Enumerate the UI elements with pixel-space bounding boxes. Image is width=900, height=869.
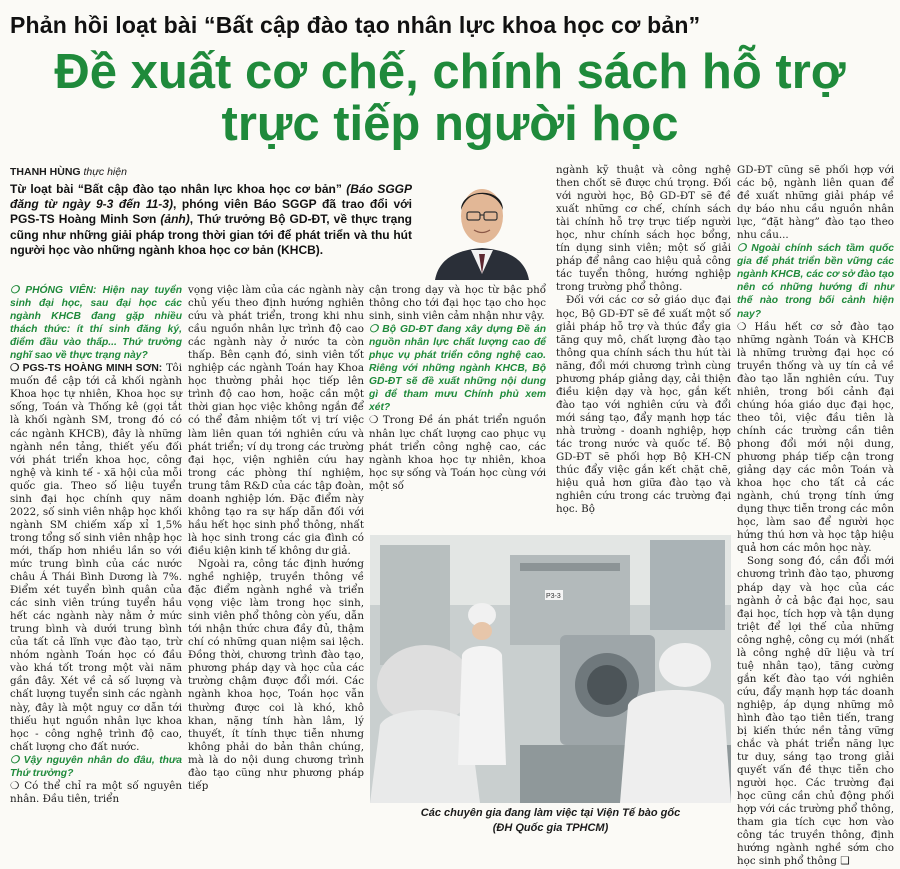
- question-2: ❍ Vậy nguyên nhân do đâu, thưa Thứ trưởng?: [10, 754, 182, 779]
- lead-part-1: Từ loạt bài “Bất cập đào tạo nhân lực khoa học cơ bản”: [10, 182, 347, 196]
- column-3-paragraph-1: cận trong dạy và học từ bậc phổ thông cho tới đại học tạo cho học sinh, sinh viên cảm nhận như vậy.: [369, 284, 546, 323]
- column-2: [188, 284, 364, 840]
- column-2-paragraph-1: vọng việc làm của các ngành này chủ yếu theo định hướng nghiên cứu và phát triển, trong khi nhu cầu nguồn nhân lực trình độ cao các ngành này ở nước ta còn thấp. Bên cạnh đó, sinh viên tốt nghiệp các ngành Toán hay Khoa học thường phải học tiếp lên trình độ cao hơn, hoặc cần một thời gian học việc không ngắn để có thể đảm nhiệm tốt vị trí việc làm liên quan tới nghiên cứu và phát triển; ví dụ trong các trường đại học, viện nghiên cứu hay trong các phòng thí nghiệm, trung tâm R&D của các tập đoàn, doanh nghiệp lớn. Đặc điểm này không tạo ra sự hấp dẫn đối với hầu hết học sinh phổ thông, nhất là học sinh trong các gia đình có điều kiện kinh tế không dư giả.: [188, 284, 364, 557]
- author-role: thực hiện: [83, 166, 127, 178]
- column-4-paragraph-2: Đối với các cơ sở giáo dục đại học, Bộ GD-ĐT sẽ đề xuất một số giải pháp hỗ trợ và thúc đẩy gia tăng quy mô, chất lượng đào tạo thông qua chính sách thu hút tài năng, đổi mới chương trình cùng phương pháp giảng dạy, cải thiện điều kiện dạy và học, gắn kết đào tạo với nghiên cứu và đổi mới sáng tạo, đẩy mạnh hợp tác nhà trường - doanh nghiệp, hợp tác trong nước và quốc tế. Bộ GD-ĐT sẽ phối hợp Bộ KH-CN thúc đẩy việc gắn kết chặt chẽ, hiệu quả hơn giữa đào tạo và nghiên cứu trong các trường đại học. Bộ: [556, 294, 731, 516]
- author-name: THANH HÙNG: [10, 166, 81, 178]
- answer-1-label: ❍ PGS-TS HOÀNG MINH SƠN:: [10, 363, 163, 375]
- column-4: [556, 164, 731, 534]
- answer-4: ❍ Hầu hết cơ sở đào tạo những ngành Toán và KHCB là những trường đại học có truyền thống và uy tín cả về đào tạo lẫn nghiên cứu. Tuy nhiên, trong bối cảnh đại chúng hóa giáo dục đại học, theo tôi, việc đầu tiên là chính các trường cần tiên phong đổi mới nội dung, phương pháp tiếp cận trong giảng dạy các môn Toán và khoa học cho tất cả các ngành, chú trọng tính ứng dụng thực tiễn trong các môn học, làm sao để người học hứng thú hơn và học tập hiệu quả hơn các môn học này.: [737, 320, 894, 555]
- lab-photo: [370, 535, 731, 803]
- headline: [0, 46, 900, 150]
- answer-2-start: ❍ Có thể chỉ ra một số nguyên nhân. Đầu tiên, triển: [10, 779, 182, 805]
- headline-line-1: Đề xuất cơ chế, chính sách hỗ trợ: [54, 45, 846, 99]
- question-1: ❍ PHÓNG VIÊN: Hiện nay tuyển sinh đại học, sau đại học các ngành KHCB đang gặp nhiều thách thức: ít thí sinh đăng ký, điểm đầu vào thấp... Thứ trưởng nghĩ sao về thực trạng này?: [10, 285, 182, 362]
- column-2-paragraph-2: Ngoài ra, công tác định hướng nghề nghiệp, truyền thông về đặc điểm ngành nghề và triển vọng việc làm trong học sinh, sinh viên phổ thông còn yếu, dẫn tới nhận thức chưa đầy đủ, thậm chí có những quan niệm sai lệch. Đồng thời, chương trình đào tạo, phương pháp dạy và học của các trường chậm được đổi mới. Các ngành khoa học, Toán học vẫn thường được coi là khó, khô khan, nặng tính hàn lâm, lý thuyết, ít tính thực tiễn nhưng không phải do bản thân chúng, mà là do nội dung chương trình đào tạo cũng như phương pháp tiếp: [188, 557, 364, 792]
- answer-1: [10, 362, 182, 753]
- caption-line-2: (ĐH Quốc gia TPHCM): [492, 822, 609, 834]
- column-3: [369, 284, 546, 534]
- answer-1-text: Tôi muốn đề cập tới cả khối ngành Khoa học tự nhiên, Khoa học sự sống, Toán và Thống kê (gọi tắt là khối ngành SM, trong đó có các ngành KHCB), đây là những ngành nền tảng, thiết yếu đối với phát triển khoa học, công nghệ và kinh tế - xã hội của mỗi quốc gia. Theo số liệu tuyển sinh đại học chính quy năm 2022, số sinh viên nhập học khối ngành SM chiếm xấp xỉ 1,5% trong tổng số sinh viên nhập học mới, thấp hơn nhiều lần so với mức trung bình của các nước châu Á Thái Bình Dương là 7%. Điểm xét tuyển bình quân của các sinh viên trúng tuyển hầu hết các ngành này nằm ở mức trung bình và dưới trung bình của tất cả lĩnh vực đào tạo, trừ nhóm ngành Toán học có đầu vào khá tốt trong một vài năm gần đây. Xét về cả số lượng và chất lượng tuyển sinh các ngành này, đây là một nguy cơ dẫn tới thiếu hụt nguồn nhân lực khoa học - công nghệ trình độ cao, chất lượng cho đất nước.: [10, 362, 182, 753]
- lead-paragraph: [10, 182, 412, 258]
- photo-label: P3-3: [546, 593, 561, 600]
- photo-caption: [370, 806, 731, 836]
- column-1: [10, 284, 182, 840]
- question-4: ❍ Ngoài chính sách tầm quốc gia để phát triển bền vững các ngành KHCB, các cơ sở đào tạo nên có những hướng đi như thế nào trong bối cảnh hiện nay?: [737, 243, 894, 320]
- portrait-photo: [413, 170, 551, 280]
- column-5: [737, 164, 894, 868]
- caption-line-1: Các chuyên gia đang làm việc tại Viện Tế bào gốc: [420, 807, 681, 819]
- answer-3-start: ❍ Trong Đề án phát triển nguồn nhân lực chất lượng cao phục vụ phát triển công nghệ cao, các ngành khoa học tự nhiên, khoa học sự sống và Toán học cùng với một số: [369, 414, 546, 492]
- headline-line-2: trực tiếp người học: [221, 97, 679, 151]
- lead-part-4: (ảnh): [160, 212, 190, 227]
- column-4-paragraph-1: ngành kỹ thuật và công nghệ then chốt sẽ được chú trọng. Đối với người học, Bộ GD-ĐT sẽ đề xuất những cơ chế, chính sách tài chính hỗ trợ trực tiếp người học, như chính sách học bổng, tín dụng sinh viên; một số giải pháp để nâng cao hiệu quả công tác tuyển thông, hướng nghiệp trong trường phổ thông.: [556, 164, 731, 294]
- kicker: Phản hồi loạt bài “Bất cập đào tạo nhân lực khoa học cơ bản”: [10, 12, 701, 38]
- lead-part-3: , phóng viên Báo SGGP đã trao đổi với PGS-TS Hoàng Minh Sơn: [10, 197, 412, 227]
- lead-part-2: (Báo SGGP đăng từ ngày 9-3 đến 11-3): [10, 182, 412, 212]
- answer-4-continued: Song song đó, cần đổi mới chương trình đào tạo, phương pháp dạy và học của các ngành ở cả bậc đại học, sau đại học, tích hợp và tận dụng triệt để lợi thế của những công nghệ, công cụ mới (nhất là công nghệ dữ liệu và trí tuệ nhân tạo), tăng cường gắn kết đào tạo với nghiên cứu, đẩy mạnh hợp tác doanh nghiệp, áp dụng những mô hình đào tạo tiên tiến, trang bị kiến thức nền tảng vững chắc và phát triển năng lực tư duy, sáng tạo trong giải quyết vấn đề thực tiễn cho người học. Các trường đại học cũng cần chủ động phối hợp với các trường phổ thông, tham gia tích cực hơn vào công tác truyền thông, định hướng ngành nghề sớm cho học sinh phổ thông ❑: [737, 555, 894, 868]
- question-3: ❍ Bộ GD-ĐT đang xây dựng Đề án nguồn nhân lực chất lượng cao để phục vụ phát triển công nghệ cao. Riêng với những ngành KHCB, Bộ GD-ĐT sẽ đề xuất những nội dung gì để tham mưu Chính phủ xem xét?: [369, 324, 546, 414]
- lead-part-5: , Thứ trưởng Bộ GD-ĐT, về thực trạng cũng như những giải pháp trong thời gian tới để phát triển và thu hút người học vào những ngành khoa học cơ bản (KHCB).: [10, 212, 412, 257]
- column-5-paragraph-1: GD-ĐT cũng sẽ phối hợp với các bộ, ngành liên quan để đề xuất những giải pháp về dự báo nhu cầu nguồn nhân lực, “đặt hàng” đào tạo theo nhu cầu...: [737, 164, 894, 242]
- byline: [10, 166, 127, 178]
